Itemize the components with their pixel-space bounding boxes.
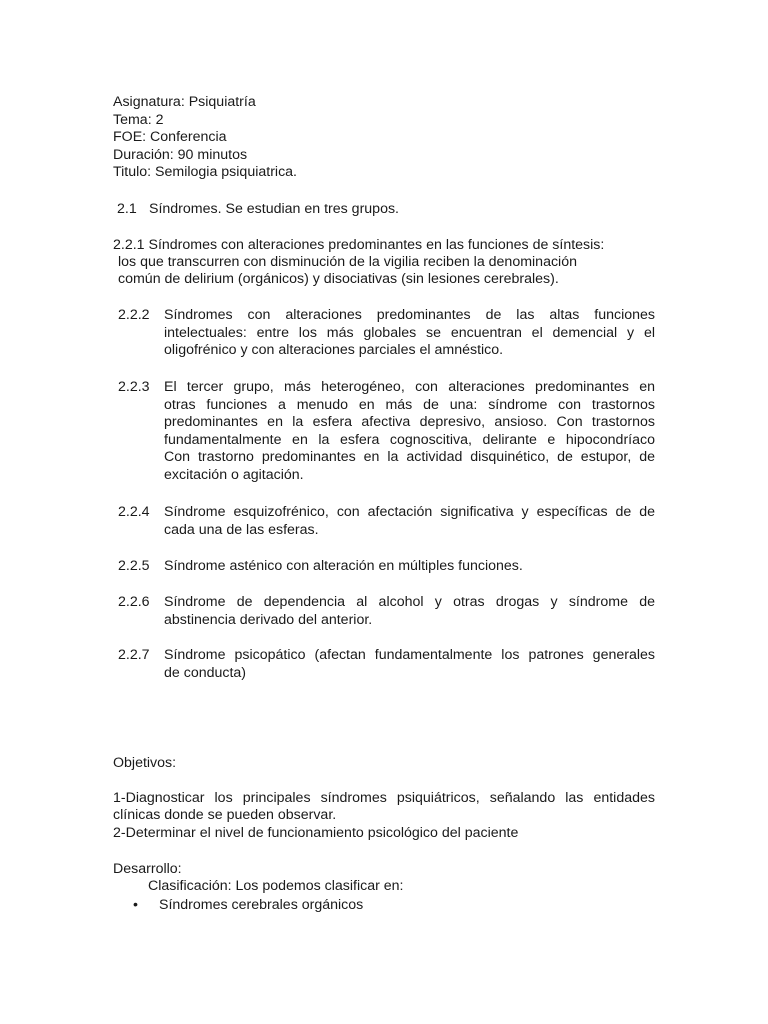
item-2-2-5-line: Síndrome asténico con alteración en múltiples funciones. [164,558,523,574]
item-2-2-3-line: otras funciones a menudo en más de una: síndrome con trastornos [164,396,655,413]
item-2-2-3-body [164,379,655,485]
item-2-2-6-number: 2.2.6 [118,594,150,610]
duracion-line: Duración: 90 minutos [113,146,248,163]
item-2-2-7-line: de conducta) [164,664,247,681]
item-2-2-3-number: 2.2.3 [118,379,150,395]
item-2-2-4-number: 2.2.4 [118,504,150,520]
item-2-2-7-number: 2.2.7 [118,647,150,663]
section-2-1-number: 2.1 [117,201,137,217]
objetivo-1-line1: 1-Diagnosticar los principales síndromes psiquiátricos, señalando las entidades [113,790,655,806]
item-2-2-3-line: excitación o agitación. [164,466,304,483]
item-2-2-4-line: cada una de las esferas. [164,521,319,538]
objetivo-1-line2: clínicas donde se pueden observar. [113,807,337,823]
section-2-2-1-line1: 2.2.1 Síndromes con alteraciones predominantes en las funciones de síntesis: [113,237,605,253]
titulo-line: Titulo: Semilogia psiquiatrica. [113,164,297,181]
item-2-2-3-line: fundamentalmente en la esfera cognoscitiva, delirante e hipocondríaco [164,431,655,448]
item-2-2-2-number: 2.2.2 [118,307,150,323]
bullet-item-sindromes-cerebrales: Síndromes cerebrales orgánicos [159,897,364,913]
item-2-2-3-line: predominantes en la esfera afectiva depresivo, ansioso. Con trastornos [164,414,655,431]
item-2-2-6-body [164,594,655,629]
foe-line: FOE: Conferencia [113,129,227,146]
objetivos-heading: Objetivos: [113,755,177,771]
item-2-2-2-body [164,307,655,360]
bullet-marker: • [133,897,138,913]
item-2-2-3-line: Con trastorno predominantes en la actividad disquinético, de estupor, de [164,449,655,466]
item-2-2-6-line: abstinencia derivado del anterior. [164,611,373,628]
item-2-2-7-line: Síndrome psicopático (afectan fundamentalmente los patrones generales [164,647,655,663]
clasificacion-line: Clasificación: Los podemos clasificar en: [148,878,404,894]
item-2-2-3-line: El tercer grupo, más heterogéneo, con alteraciones predominantes en [164,379,655,395]
item-2-2-4-body [164,504,655,539]
section-2-2-1-line3: común de delirium (orgánicos) y disociativas (sin lesiones cerebrales). [118,271,559,287]
section-2-1-text: Síndromes. Se estudian en tres grupos. [149,201,399,217]
item-2-2-2-line: intelectuales: entre los más globales se encuentran el demencial y el [164,324,655,341]
objetivo-2: 2-Determinar el nivel de funcionamiento psicológico del paciente [113,825,519,841]
tema-line: Tema: 2 [113,111,164,128]
item-2-2-5-number: 2.2.5 [118,558,150,574]
item-2-2-2-line: Síndromes con alteraciones predominantes de las altas funciones [164,307,655,323]
item-2-2-7-body [164,647,655,682]
item-2-2-4-line: Síndrome esquizofrénico, con afectación significativa y específicas de de [164,504,655,520]
section-2-2-1-line2: los que transcurren con disminución de la vigilia reciben la denominación [118,254,577,270]
desarrollo-heading: Desarrollo: [113,861,182,877]
item-2-2-6-line: Síndrome de dependencia al alcohol y otras drogas y síndrome de [164,594,655,610]
document-header [113,94,297,182]
item-2-2-2-line: oligofrénico y con alteraciones parciales el amnéstico. [164,342,504,359]
asignatura-line: Asignatura: Psiquiatría [113,94,256,110]
